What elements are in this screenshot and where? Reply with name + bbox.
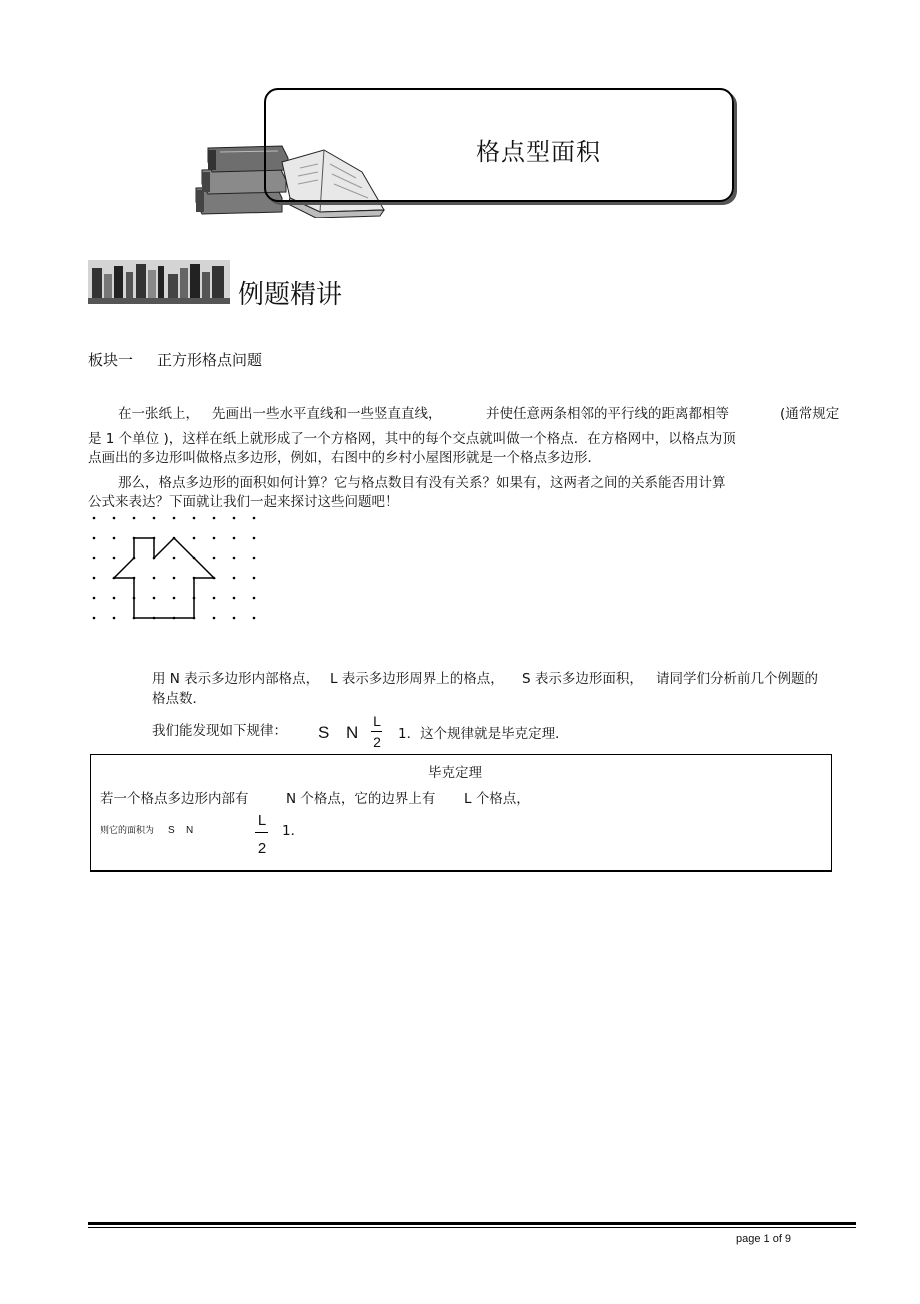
lattice-dot xyxy=(253,577,256,580)
theorem-line1b: N 个格点，它的边界上有 xyxy=(286,791,436,807)
lattice-dot xyxy=(193,577,196,580)
intro-line4: 那么，格点多边形的面积如何计算？它与格点数目有没有关系？如果有，这两者之间的关系能否用计算 xyxy=(118,475,726,491)
block-name: 正方形格点问题 xyxy=(157,351,263,369)
lattice-dot xyxy=(153,557,156,560)
def-line1d: 请同学们分析前几个例题的 xyxy=(656,671,818,687)
def-line1c: S 表示多边形面积， xyxy=(522,671,643,687)
intro-line1a: 在一张纸上， xyxy=(118,406,199,422)
lattice-dot xyxy=(173,537,176,540)
intro-line2: 是 1 个单位 )，这样在纸上就形成了一个方格网，其中的每个交点就叫做一个格点．在方格网中，以格点为顶 xyxy=(88,431,736,447)
lattice-dot xyxy=(173,557,176,560)
lattice-dot xyxy=(233,617,236,620)
intro-line5: 公式来表达？下面就让我们一起来探讨这些问题吧！ xyxy=(88,494,399,510)
intro-line1c: 并使任意两条相邻的平行线的距离都相等 xyxy=(486,406,729,422)
intro-line1b: 先画出一些水平直线和一些竖直直线， xyxy=(212,406,442,422)
rule-prefix: 我们能发现如下规律： xyxy=(152,723,287,739)
lattice-dot xyxy=(133,597,136,600)
lattice-dot xyxy=(193,557,196,560)
lattice-dot xyxy=(113,617,116,620)
lattice-dot xyxy=(193,597,196,600)
lattice-dot xyxy=(153,537,156,540)
lattice-dot xyxy=(93,557,96,560)
lattice-dot xyxy=(213,597,216,600)
lattice-dot xyxy=(253,597,256,600)
lattice-dot xyxy=(173,617,176,620)
theorem-fraction-denominator: 2 xyxy=(257,840,267,857)
rule-suffix: 1．这个规律就是毕克定理． xyxy=(398,726,569,742)
def-line1a: 用 N 表示多边形内部格点， xyxy=(152,671,320,687)
lattice-dot xyxy=(233,597,236,600)
theorem-fraction-bar xyxy=(255,832,268,833)
lattice-house-figure xyxy=(86,512,266,624)
lattice-dot xyxy=(93,537,96,540)
lattice-dot xyxy=(253,557,256,560)
theorem-line1c: L 个格点， xyxy=(464,791,530,807)
lattice-dot xyxy=(113,577,116,580)
lattice-dot xyxy=(93,597,96,600)
lattice-dot xyxy=(233,537,236,540)
def-line2: 格点数． xyxy=(152,691,206,707)
theorem-line1a: 若一个格点多边形内部有 xyxy=(100,791,249,807)
footer-rule xyxy=(88,1222,856,1225)
lattice-dot xyxy=(113,517,116,520)
lattice-dot xyxy=(213,517,216,520)
footer-rule-thin xyxy=(88,1227,856,1228)
lattice-dot xyxy=(193,517,196,520)
bookshelf-icon xyxy=(88,260,230,304)
rule-fraction-bar xyxy=(371,731,382,732)
lattice-dot xyxy=(173,517,176,520)
lattice-dot xyxy=(133,557,136,560)
page-number: page 1 of 9 xyxy=(736,1233,792,1245)
block-number: 板块一 xyxy=(88,351,134,369)
lattice-dot xyxy=(133,577,136,580)
theorem-n: N xyxy=(186,825,194,836)
lattice-dot xyxy=(93,577,96,580)
lattice-dot xyxy=(213,617,216,620)
block-title xyxy=(88,349,262,370)
lattice-dot xyxy=(153,517,156,520)
lattice-dot xyxy=(173,597,176,600)
lattice-dot xyxy=(213,557,216,560)
lattice-dot xyxy=(253,517,256,520)
lattice-dot xyxy=(113,557,116,560)
theorem-s: S xyxy=(168,825,175,836)
lattice-dot xyxy=(213,577,216,580)
rule-n: N xyxy=(346,723,359,742)
rule-s: S xyxy=(318,723,330,742)
lattice-dot xyxy=(93,517,96,520)
lattice-dot xyxy=(153,577,156,580)
rule-fraction-numerator: L xyxy=(373,713,381,729)
intro-line1d: (通常规定 xyxy=(780,406,840,422)
lattice-dot xyxy=(213,537,216,540)
rule-fraction-denominator: 2 xyxy=(373,734,381,750)
lattice-dot xyxy=(253,537,256,540)
lattice-dot xyxy=(153,617,156,620)
lattice-dot xyxy=(193,537,196,540)
lattice-dot xyxy=(113,597,116,600)
lattice-dot xyxy=(133,617,136,620)
page-title: 格点型面积 xyxy=(476,138,601,166)
house-polygon xyxy=(114,538,214,618)
section-heading: 例题精讲 xyxy=(238,280,343,310)
def-line1b: L 表示多边形周界上的格点， xyxy=(330,671,504,687)
lattice-dot xyxy=(233,577,236,580)
lattice-dot xyxy=(173,577,176,580)
lattice-dot xyxy=(133,517,136,520)
lattice-dot xyxy=(93,617,96,620)
intro-line3: 点画出的多边形叫做格点多边形，例如，右图中的乡村小屋图形就是一个格点多边形． xyxy=(88,450,601,466)
theorem-title: 毕克定理 xyxy=(428,765,482,781)
lattice-dot xyxy=(233,517,236,520)
theorem-line2-suffix: 1． xyxy=(282,823,305,839)
theorem-line2-prefix: 则它的面积为 xyxy=(100,826,155,836)
lattice-dot xyxy=(133,537,136,540)
lattice-dot xyxy=(193,617,196,620)
lattice-dot xyxy=(153,597,156,600)
lattice-dot xyxy=(233,557,236,560)
lattice-dot xyxy=(113,537,116,540)
theorem-fraction-numerator: L xyxy=(257,812,267,829)
lattice-dot xyxy=(253,617,256,620)
